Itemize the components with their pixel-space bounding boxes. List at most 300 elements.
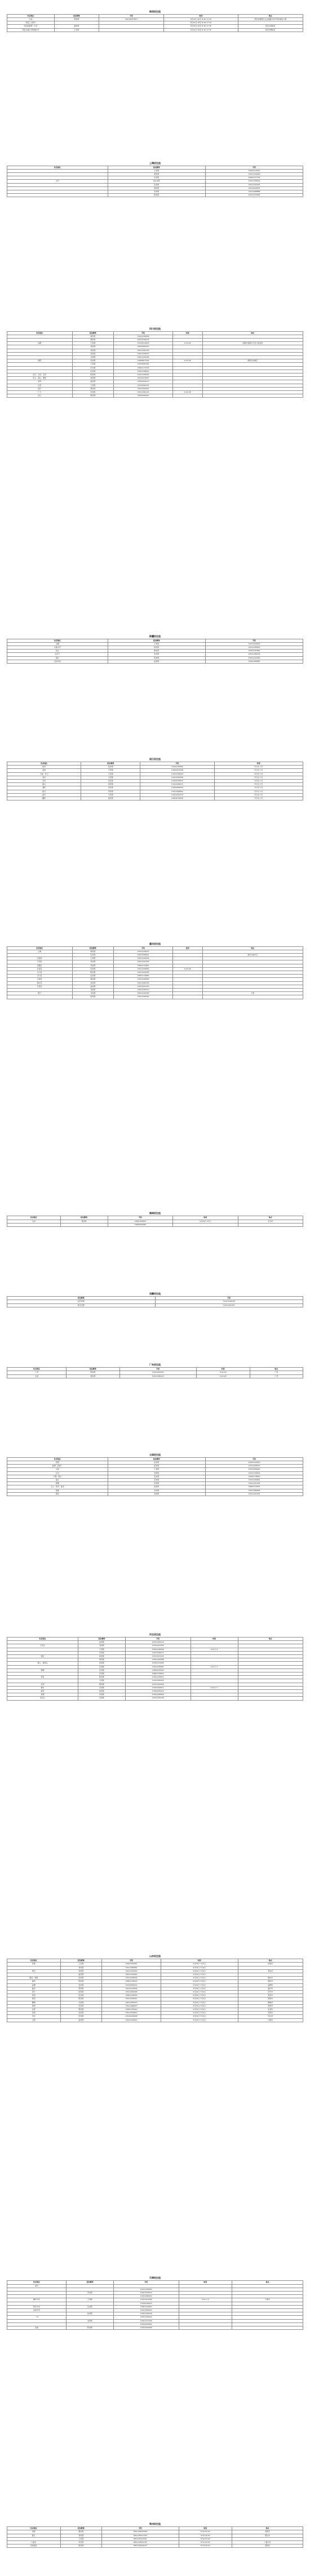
cell-teacher: 王老师	[72, 363, 114, 366]
cell-place: 成都市高新区天府大道北段	[202, 342, 303, 345]
cell-region: 青岛	[7, 1969, 61, 1973]
cell-phone: 13808817392	[114, 359, 173, 363]
cell-phone: 13911236162	[114, 373, 173, 377]
cell-teacher: 王老师	[55, 28, 99, 32]
cell-teacher: 谢老师	[108, 649, 205, 653]
cell-region: 喀什	[7, 656, 108, 660]
cell-region: 杭州	[7, 766, 81, 769]
cell-phone: 13911281230	[114, 349, 173, 352]
cell-phone: 13911283062	[205, 1479, 303, 1482]
cell-teacher: 陈老师	[72, 971, 114, 975]
cell-time: 7月3日-7日	[214, 766, 303, 769]
column-header-place: 地点	[238, 14, 303, 17]
contact-table	[7, 639, 303, 664]
cell-teacher: 吴老师	[108, 1489, 205, 1492]
column-header-time: 时间	[164, 14, 238, 17]
contact-table	[7, 1216, 303, 1227]
cell-region: 其他	[7, 2326, 67, 2330]
cell-phone: 13811205036	[114, 2312, 179, 2316]
cell-time: 6月24日-7月4日	[161, 1973, 238, 1977]
section-12	[7, 2276, 303, 2330]
cell-region: 衡水	[7, 1686, 78, 1689]
cell-time: 6月24日-7月4日	[161, 1969, 238, 1973]
column-header-region: 负责地区	[7, 1216, 61, 1220]
cell-teacher: 刘老师	[78, 1644, 126, 1648]
cell-place: 重庆市渝中区	[202, 954, 303, 957]
cell-teacher: 张老师	[108, 1461, 205, 1465]
column-header-region: 负责地区	[7, 1959, 61, 1963]
column-header-place: 地点	[232, 2527, 303, 2530]
cell-region: 台州	[7, 780, 81, 783]
cell-phone: 13801105020	[102, 2008, 161, 2012]
cell-teacher: 王老师	[108, 642, 205, 646]
contact-table	[7, 1959, 303, 2022]
cell-place: 聊城市	[238, 2001, 303, 2004]
section-title: 浙江招生组	[149, 758, 161, 760]
cell-teacher: 朱老师	[60, 2004, 102, 2008]
cell-teacher: 王老师	[81, 793, 140, 797]
cell-phone: 13911282063	[126, 1679, 191, 1683]
cell-phone: 13911200301	[119, 1371, 197, 1374]
cell-teacher: 陈老师	[67, 2326, 114, 2330]
cell-phone: 13910082163	[114, 363, 173, 366]
cell-teacher: 何老师	[108, 1492, 205, 1496]
cell-phone: 13801123616	[205, 1485, 303, 1489]
cell-teacher: 曾老师	[60, 1220, 108, 1223]
cell-phone: 13401065860	[205, 660, 303, 663]
cell-time: 7月3日-7日	[214, 780, 303, 783]
cell-teacher: 周老师	[60, 1980, 102, 1983]
cell-region: 遂宁	[7, 387, 73, 390]
section-13	[7, 2522, 303, 2548]
cell-region: 主城	[7, 950, 73, 953]
cell-place: 菏泽市	[238, 2012, 303, 2015]
cell-phone: 029-82657867	[99, 18, 164, 21]
column-header-time: 时间	[214, 762, 303, 766]
column-header-phone: 手机	[108, 1216, 173, 1220]
cell-time: 6.22-26	[173, 342, 203, 345]
table-row	[7, 194, 303, 197]
cell-teacher: 陈老师	[60, 1997, 102, 2001]
cell-teacher: 郭老师	[72, 387, 114, 390]
cell-teacher: 邓老师	[72, 989, 114, 992]
cell-phone	[99, 28, 164, 32]
cell-region: 全省	[7, 18, 55, 21]
cell-teacher: 林老师	[81, 766, 140, 769]
cell-phone: 13901209052	[102, 1963, 161, 1966]
cell-phone: 13911200301	[114, 387, 173, 390]
column-header-teacher: 招生教师	[67, 2281, 114, 2284]
cell-region: 德宏	[7, 1492, 108, 1496]
table-row	[7, 394, 303, 398]
cell-place	[238, 1223, 303, 1226]
cell-phone: 13810065221	[114, 345, 173, 349]
cell-place: 天津市	[232, 2298, 303, 2302]
cell-phone: 13911201052	[205, 183, 303, 186]
cell-phone: 13911250036	[126, 1683, 191, 1686]
cell-phone: 13801178630	[205, 1475, 303, 1478]
cell-teacher: 李老师	[60, 2541, 102, 2544]
cell-phone: 13911688888	[205, 190, 303, 194]
cell-region: 丽水	[7, 793, 81, 797]
column-header-teacher: 招生教师	[60, 1959, 102, 1963]
cell-region: 内江、自贡、宜宾	[7, 373, 73, 377]
cell-phone: 13401168922	[114, 370, 173, 373]
cell-phone: 13911230502	[102, 1987, 161, 1990]
cell-teacher: 黄老师	[60, 2544, 102, 2548]
cell-place: 济南市	[238, 1963, 303, 1966]
cell-region: 泰安	[7, 1994, 61, 1997]
cell-region: 楚雄	[7, 1489, 108, 1492]
cell-region: 达州	[7, 384, 73, 387]
cell-place: 绵阳市涪城区	[202, 359, 303, 363]
cell-phone: 13801020815	[108, 1220, 173, 1223]
cell-teacher: 拉萨老师	[7, 1300, 156, 1303]
cell-phone: 13910069055	[140, 786, 214, 790]
cell-teacher: 周老师	[78, 1658, 126, 1662]
cell-phone: 13911236065	[140, 772, 214, 776]
cell-region: 江津区	[7, 978, 73, 981]
cell-phone: 13911236162	[114, 995, 173, 999]
cell-time: 6.23-7.2	[191, 1665, 238, 1669]
cell-phone: 13911248599	[114, 335, 173, 338]
cell-teacher: 李老师	[67, 2292, 114, 2295]
cell-teacher: 王老师	[72, 957, 114, 960]
cell-region: 淄博	[7, 1983, 61, 1987]
cell-region: 全市	[7, 180, 108, 183]
cell-phone: 13811248306	[126, 1648, 191, 1651]
cell-region: 昆明	[7, 1461, 108, 1465]
cell-teacher: 刘老师	[72, 960, 114, 964]
cell-teacher: 郭老师	[67, 1371, 120, 1374]
cell-teacher: 宋老师	[78, 1686, 126, 1689]
cell-region: 合川区	[7, 971, 73, 975]
section-0	[7, 10, 303, 32]
section-3	[7, 634, 303, 664]
cell-teacher: 刘老师	[67, 2319, 114, 2323]
cell-phone: 13911226186	[205, 173, 303, 176]
cell-phone: 13910209110	[114, 380, 173, 384]
cell-teacher: 周老师	[55, 18, 99, 21]
section-title: 西藏招生组	[149, 1292, 161, 1296]
cell-phone: 13911208120	[205, 1465, 303, 1468]
cell-place: 日照市	[238, 2018, 303, 2022]
cell-teacher: 陈老师	[72, 394, 114, 398]
cell-teacher: 王老师	[108, 169, 205, 172]
cell-region: 丽江	[7, 1479, 108, 1482]
cell-phone: 13801178052	[126, 1672, 191, 1676]
cell-phone: 13911201052	[114, 2298, 179, 2302]
cell-phone: 13911286062	[102, 1966, 161, 1969]
column-header-place: 地点	[238, 1959, 303, 1963]
cell-region: 广元	[7, 391, 73, 394]
cell-teacher: 刘老师	[108, 1471, 205, 1475]
column-header-phone: 手机	[114, 2281, 179, 2284]
cell-phone: 13911201056	[114, 960, 173, 964]
cell-phone: 13901220520	[205, 1461, 303, 1465]
cell-place: 长沙市	[238, 1220, 303, 1223]
cell-teacher: 黄老师	[72, 978, 114, 981]
cell-time: 6月23日-27日	[173, 1220, 238, 1223]
section-10	[7, 1632, 303, 1701]
contact-table	[7, 946, 303, 999]
cell-phone: 13801173116	[114, 366, 173, 370]
cell-phone: 13811280608	[126, 1693, 191, 1697]
cell-phone: 13801139082	[114, 975, 173, 978]
cell-region	[7, 1223, 61, 1226]
cell-time: 6月24日-7月4日	[161, 1977, 238, 1980]
cell-teacher: 吴老师	[72, 967, 114, 971]
cell-teacher: 王老师	[81, 776, 140, 779]
cell-phone: 13911230681	[126, 1665, 191, 1669]
table-row	[7, 1697, 303, 1700]
cell-teacher: 孙老师	[78, 1662, 126, 1665]
cell-place: 烟台市	[238, 1977, 303, 1980]
cell-phone: 13911283056	[114, 2326, 179, 2330]
cell-teacher: 董老师	[55, 25, 99, 28]
cell-region	[7, 194, 108, 197]
cell-teacher: 邓老师	[72, 352, 114, 355]
cell-region: 宁波、舟山	[7, 772, 81, 776]
column-header-teacher: 招生教师	[67, 1368, 120, 1371]
cell-region: 文山、普洱、临沧	[7, 1485, 108, 1489]
cell-teacher: 马老师	[72, 356, 114, 359]
table-row	[7, 2018, 303, 2022]
cell-teacher	[60, 1223, 108, 1226]
cell-phone: 13911201026	[205, 1482, 303, 1485]
cell-place: 淄博市	[238, 1983, 303, 1987]
cell-phone: 13901209032	[114, 2292, 179, 2295]
cell-teacher: 赵老师	[72, 985, 114, 988]
cell-teacher: 杨老师	[60, 1991, 102, 1994]
cell-teacher: 杨老师	[72, 995, 114, 999]
cell-phone: 13911208602	[140, 790, 214, 793]
cell-time: 6月24日-7月4日	[161, 2015, 238, 2018]
cell-phone: 0851-83652150	[102, 2541, 179, 2544]
section-title: 四川招生组	[149, 327, 161, 330]
cell-time: 8:30-20:00	[179, 2541, 232, 2544]
table-row	[7, 28, 303, 32]
cell-teacher: 吴老师	[60, 1983, 102, 1987]
cell-phone: 13911236135	[114, 339, 173, 342]
column-header-region: 负责地区	[7, 2527, 61, 2530]
cell-time: 7月3日-7日	[214, 769, 303, 772]
column-header-phone: 手机	[119, 1368, 197, 1371]
cell-phone: 13910035020	[126, 1690, 191, 1693]
cell-teacher: 刘老师	[72, 377, 114, 380]
column-header-place: 地点	[232, 2281, 303, 2284]
cell-teacher: 李老师	[60, 1969, 102, 1973]
section-title: 天津招生组	[149, 2276, 161, 2280]
cell-teacher: 张老师	[72, 975, 114, 978]
column-header-phone: 手机	[155, 1297, 303, 1300]
cell-region: 六盘水	[7, 2541, 61, 2544]
cell-time	[191, 1697, 238, 1700]
cell-time: 6月24日-26日 8:30-17:30	[164, 28, 238, 32]
cell-place	[232, 2326, 303, 2330]
cell-region: 日照	[7, 2018, 61, 2022]
cell-phone: 0851-85655588	[102, 2530, 179, 2534]
cell-time	[173, 1223, 238, 1226]
cell-teacher: 程老师	[108, 194, 205, 197]
cell-phone: 13811286261	[114, 954, 173, 957]
cell-time	[173, 995, 203, 999]
cell-time: 8:30-20:00	[179, 2530, 232, 2534]
cell-region: 昌吉	[7, 649, 108, 653]
cell-region: 衢州	[7, 797, 81, 800]
cell-teacher: 周老师	[108, 186, 205, 190]
cell-time: 6月24日-7月4日	[161, 2001, 238, 2004]
cell-teacher: 杨老师	[108, 646, 205, 649]
cell-time: 6月24日-7月4日	[161, 2004, 238, 2008]
column-header-phone: 手机	[126, 1638, 191, 1641]
cell-region: 济南	[7, 1963, 61, 1966]
cell-time: 6.23-7.2	[179, 2298, 232, 2302]
cell-phone: 13911286120	[119, 1374, 197, 1378]
cell-region: 绍兴	[7, 790, 81, 793]
cell-time: 6月24日-7月4日	[161, 2008, 238, 2012]
cell-region: 乌鲁木齐	[7, 646, 108, 649]
cell-teacher: 马老师	[60, 2001, 102, 2004]
cell-phone: 13911236109	[205, 1471, 303, 1475]
cell-time: 8:30-20:00	[179, 2537, 232, 2541]
cell-region: 涪陵区	[7, 964, 73, 967]
contact-table	[7, 762, 303, 800]
cell-phone: 13910009033	[205, 186, 303, 190]
column-header-teacher: 招生教师	[7, 1297, 156, 1300]
cell-teacher: 吴老师	[78, 1672, 126, 1676]
cell-phone: 13801137736	[205, 176, 303, 180]
cell-region: 一中	[7, 2316, 67, 2319]
cell-place: 潍坊市	[238, 1980, 303, 1983]
cell-time: 6.22-26	[197, 1371, 250, 1374]
cell-phone: 13808050080	[108, 1223, 173, 1226]
cell-region: 枣庄	[7, 2015, 61, 2018]
cell-place: 遵义市	[232, 2534, 303, 2537]
cell-place: 西安市高新区	[238, 25, 303, 28]
cell-time	[173, 394, 203, 398]
cell-phone: 13901221085	[126, 1662, 191, 1665]
column-header-phone: 手机	[99, 14, 164, 17]
cell-teacher: 赵老师	[60, 1973, 102, 1977]
cell-teacher: 高老师	[60, 2018, 102, 2022]
section-title: 重庆招生组	[149, 942, 161, 945]
section-title: 贵州招生组	[149, 2522, 161, 2526]
cell-region: 全疆	[7, 642, 108, 646]
cell-place: 滨州市	[238, 2004, 303, 2008]
cell-phone: 13911281070	[140, 793, 214, 797]
cell-phone: 13911286053	[102, 2004, 161, 2008]
cell-region: 西安高新第一中学	[7, 25, 55, 28]
column-header-region: 负责地区	[7, 639, 108, 642]
cell-teacher: 林芝老师	[7, 1303, 156, 1307]
cell-time: 6月24日-7月4日	[161, 1966, 238, 1969]
cell-place: 济宁市	[238, 1991, 303, 1994]
cell-phone: 13911286051	[114, 2295, 179, 2298]
cell-phone: 13901120805	[140, 766, 214, 769]
column-header-time: 时间	[161, 1959, 238, 1963]
cell-teacher: 王老师	[60, 1963, 102, 1966]
cell-teacher: 王老师	[78, 1648, 126, 1651]
cell-region: 大理、保山	[7, 1475, 108, 1478]
cell-teacher: 马老师	[78, 1679, 126, 1683]
cell-phone: 13911281026	[102, 1991, 161, 1994]
cell-region: 黔江	[7, 992, 73, 995]
cell-teacher: 高老师	[78, 1690, 126, 1693]
column-header-region: 负责地区	[7, 14, 55, 17]
cell-teacher: 马老师	[72, 992, 114, 995]
cell-phone: 13910086062	[205, 1468, 303, 1471]
cell-phone: 0851-85620125	[102, 2544, 179, 2548]
cell-phone: 13910065081	[114, 2323, 179, 2326]
column-header-region: 负责地区	[7, 1368, 67, 1371]
cell-place: 青岛市	[238, 1969, 303, 1973]
cell-teacher: 杨老师	[78, 1655, 126, 1658]
cell-phone: 13811245180	[114, 992, 173, 995]
cell-region: 乐山、眉山、雅安	[7, 377, 73, 380]
cell-teacher: 黄老师	[72, 335, 114, 338]
cell-time: 6.22-26	[197, 1374, 250, 1378]
cell-region: 万州区	[7, 960, 73, 964]
cell-time: 6.23-7.2	[191, 1686, 238, 1689]
cell-phone: 13911280621	[114, 2309, 179, 2312]
cell-region: 广州	[7, 1371, 67, 1374]
cell-phone: 13911281123	[114, 391, 173, 394]
column-header-time: 时间	[173, 946, 203, 950]
cell-region: 昭通	[7, 1482, 108, 1485]
cell-phone: 13911286072	[126, 1651, 191, 1654]
cell-teacher: 孙老师	[60, 1977, 102, 1980]
cell-region: 温州	[7, 769, 81, 772]
cell-region: 南开	[7, 2284, 67, 2288]
column-header-time: 时间	[173, 1216, 238, 1220]
cell-phone: 13901209011	[126, 1686, 191, 1689]
cell-teacher: 李老师	[72, 359, 114, 363]
cell-region: 保定	[7, 1655, 78, 1658]
table-row	[7, 1374, 303, 1378]
cell-region: 其他地区	[7, 2544, 61, 2548]
cell-time: 6月24日-7月4日	[161, 1963, 238, 1966]
column-header-teacher: 招生教师	[81, 762, 140, 766]
cell-phone: 13901201208	[140, 769, 214, 772]
cell-teacher: 郑老师	[60, 1987, 102, 1990]
cell-phone: 13910034551	[114, 377, 173, 380]
cell-place: 贵阳市	[232, 2530, 303, 2534]
cell-teacher: 朱老师	[108, 176, 205, 180]
cell-phone: 13801076056	[140, 797, 214, 800]
cell-phone: 13910036015	[140, 780, 214, 783]
column-header-teacher: 招生教师	[72, 331, 114, 335]
cell-region	[7, 995, 73, 999]
contact-table	[7, 2280, 303, 2330]
cell-phone: 13911230106	[114, 957, 173, 960]
cell-region: 西安工大附中	[7, 21, 55, 25]
cell-time: 7月3日-7日	[214, 793, 303, 797]
cell-phone: 13911206021	[102, 1997, 161, 2001]
cell-place: 东营市	[238, 2008, 303, 2012]
cell-teacher: 李老师	[72, 964, 114, 967]
cell-teacher: 何老师	[72, 349, 114, 352]
cell-time: 7月3日-7日	[214, 790, 303, 793]
cell-phone: 13911286072	[140, 783, 214, 786]
cell-teacher: 陈老师	[78, 1676, 126, 1679]
cell-place	[202, 394, 303, 398]
section-title: 新疆招生组	[149, 634, 161, 638]
cell-teacher: 招生老师	[108, 180, 205, 183]
cell-region: 邢台	[7, 1676, 78, 1679]
column-header-region: 负责地区	[7, 1638, 78, 1641]
cell-time: 6.22-26	[173, 359, 203, 363]
